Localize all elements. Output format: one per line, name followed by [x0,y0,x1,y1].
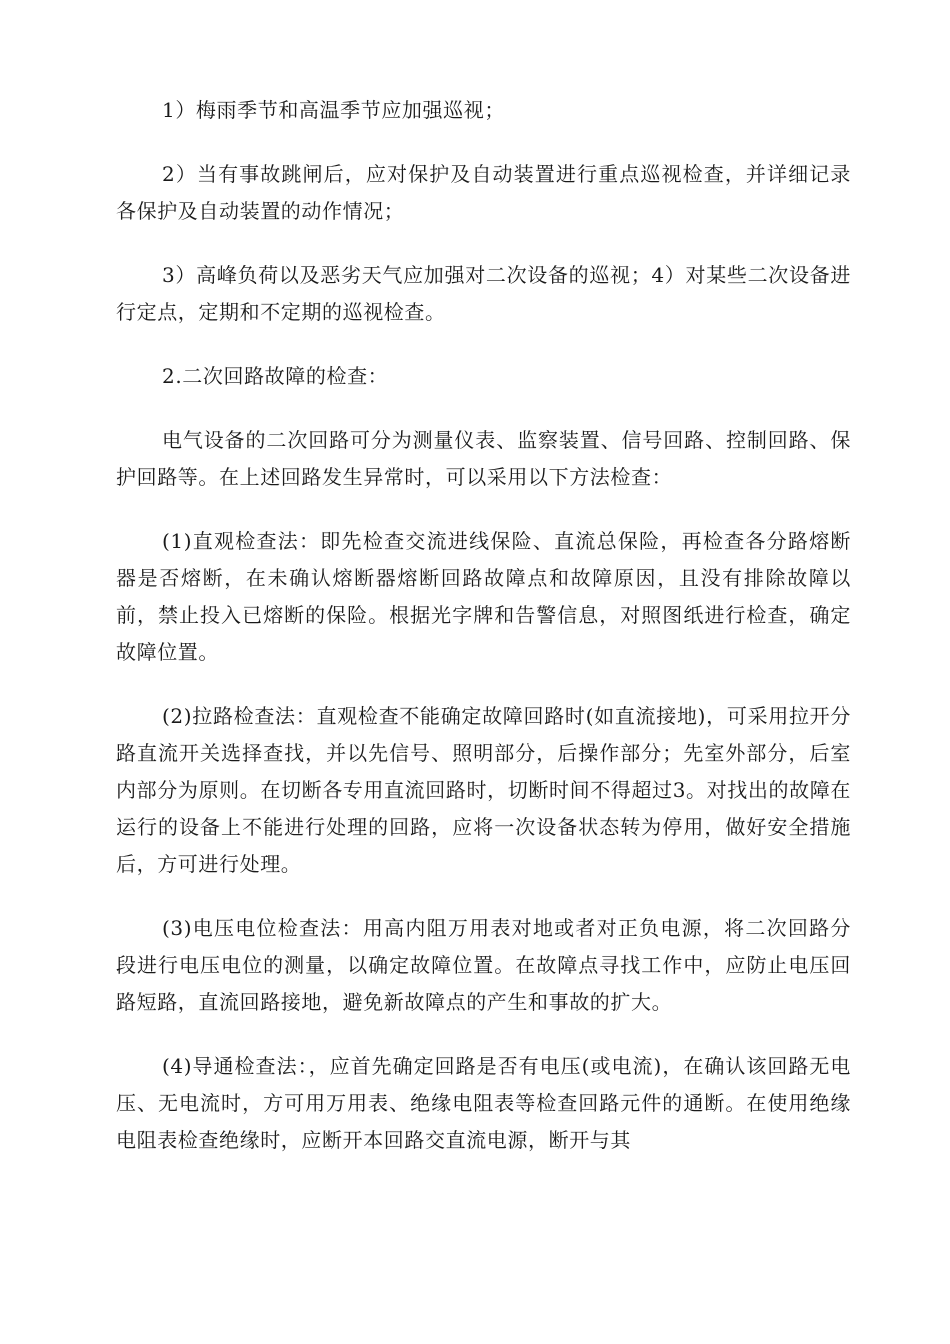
paragraph-peak-load: 3）高峰负荷以及恶劣天气应加强对二次设备的巡视；4）对某些二次设备进行定点，定期和不定期的巡视检查。 [116,263,851,324]
paragraph-voltage-potential: (3)电压电位检查法：用高内阻万用表对地或者对正负电源，将二次回路分段进行电压电位的测量，以确定故障位置。在故障点寻找工作中，应防止电压回路短路，直流回路接地，避免新故障点的产生和事故的扩大。 [116,916,851,1014]
paragraph-rainy-season: 1）梅雨季节和高温季节应加强巡视； [162,98,505,122]
paragraph-pull-circuit: (2)拉路检查法：直观检查不能确定故障回路时(如直流接地)，可采用拉开分路直流开关选择查找，并以先信号、照明部分，后操作部分；先室外部分，后室内部分为原则。在切断各专用直流回路时，切断时间不得超过3。对找出的故障在运行的设备上不能进行处理的回路，应将一次设备状态转为停用，做好安全措施后，方可进行处理。 [116,704,851,876]
paragraph-continuity-check: (4)导通检查法：，应首先确定回路是否有电压(或电流)，在确认该回路无电压、无电流时，方可用万用表、绝缘电阻表等检查回路元件的通断。在使用绝缘电阻表检查绝缘时，应断开本回路交直流电源，断开与其 [116,1054,851,1152]
section-heading-secondary-circuit-fault: 2.二次回路故障的检查： [162,364,389,388]
document-body [116,92,851,1186]
paragraph-circuit-overview: 电气设备的二次回路可分为测量仪表、监察装置、信号回路、控制回路、保护回路等。在上述回路发生异常时，可以采用以下方法检查： [116,428,851,489]
paragraph-trip-inspection: 2）当有事故跳闸后，应对保护及自动装置进行重点巡视检查，并详细记录各保护及自动装置的动作情况； [116,162,851,223]
paragraph-visual-inspection: (1)直观检查法：即先检查交流进线保险、直流总保险，再检查各分路熔断器是否熔断，在未确认熔断器熔断回路故障点和故障原因，且没有排除故障以前，禁止投入已熔断的保险。根据光字牌和告警信息，对照图纸进行检查，确定故障位置。 [116,529,851,664]
